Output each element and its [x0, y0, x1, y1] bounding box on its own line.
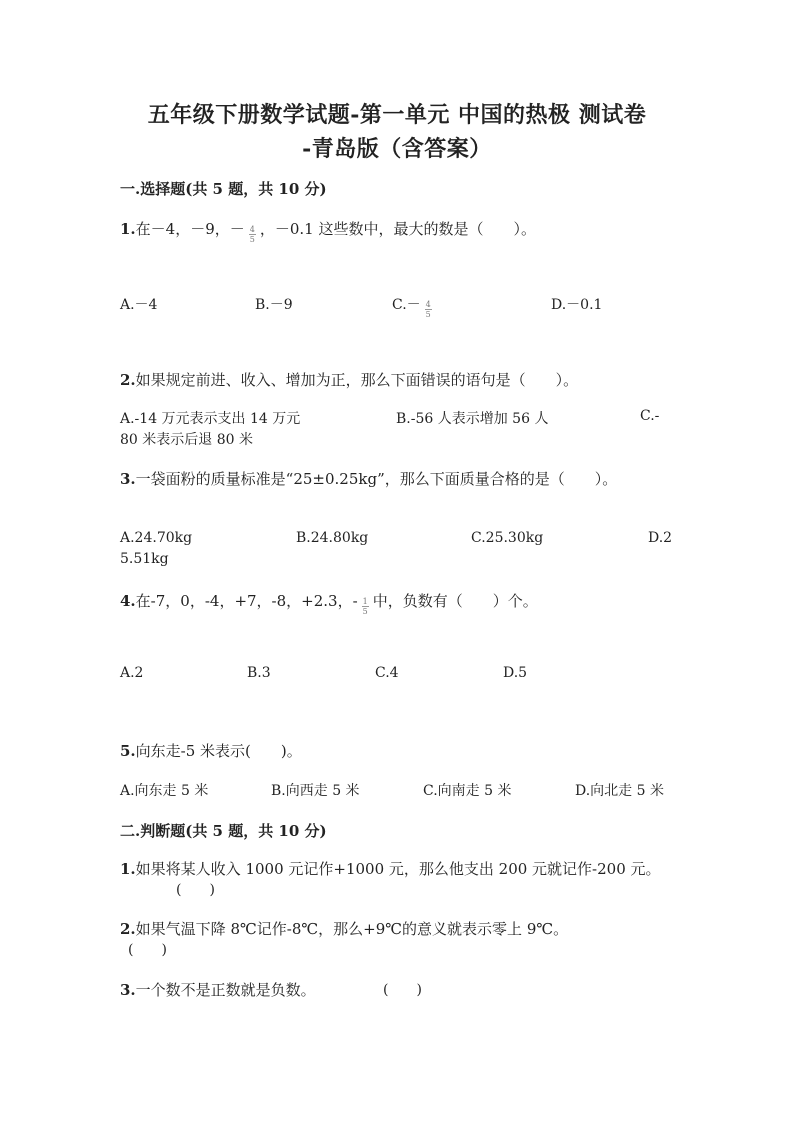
- option-c: C.向南走 5 米: [423, 783, 512, 799]
- option-d: D.－0.1: [551, 297, 603, 313]
- question-5: [120, 740, 302, 761]
- fraction-numerator: 1: [362, 596, 368, 606]
- option-c-label: C.－: [392, 297, 421, 313]
- option-c: C.-: [640, 408, 660, 424]
- option-b: B.24.80kg: [296, 530, 369, 546]
- answer-parentheses: ( ): [176, 882, 215, 898]
- question-number: 5.: [120, 742, 136, 760]
- question-text: ，－0.1 这些数中，最大的数是（ ）。: [259, 220, 536, 238]
- answer-parentheses: ( ): [128, 942, 167, 958]
- question-number: 3.: [120, 470, 136, 488]
- question-text: 在-7，0，-4，+7，-8，+2.3，-: [135, 592, 358, 610]
- question-text: 一个数不是正数就是负数。: [135, 981, 316, 999]
- question-text: 一袋面粉的质量标准是“25±0.25kg”，那么下面质量合格的是（ ）。: [135, 470, 618, 488]
- option-b: B.向西走 5 米: [271, 783, 360, 799]
- option-a: A.-14 万元表示支出 14 万元: [120, 411, 301, 427]
- question-4: [120, 590, 538, 616]
- option-c-continued: 80 米表示后退 80 米: [120, 432, 253, 448]
- fraction-denominator: 5: [362, 606, 368, 616]
- question-number: 3.: [120, 981, 136, 999]
- question-3: [120, 468, 617, 489]
- option-d-continued: 5.51kg: [120, 551, 169, 567]
- fraction: [362, 597, 369, 616]
- fraction-numerator: 4: [249, 224, 255, 234]
- option-b: B.3: [247, 665, 271, 681]
- fraction-denominator: 5: [425, 309, 431, 319]
- option-a: A.向东走 5 米: [120, 783, 209, 799]
- question-number: 2.: [120, 371, 136, 389]
- option-a: A.2: [120, 665, 144, 681]
- fraction-numerator: 4: [425, 299, 431, 309]
- option-b: B.－9: [255, 297, 293, 313]
- question-text: 中，负数有（ ）个。: [372, 592, 538, 610]
- question-2: [120, 369, 578, 390]
- option-d: D.5: [503, 665, 528, 681]
- option-b: B.-56 人表示增加 56 人: [396, 411, 549, 427]
- question-text: 在－4，－9，－: [135, 220, 245, 238]
- option-d: D.2: [648, 530, 673, 546]
- section-heading-choice: 一.选择题(共 5 题，共 10 分): [120, 180, 327, 198]
- judge-question-2: [120, 918, 568, 939]
- answer-parentheses: ( ): [383, 982, 422, 998]
- question-number: 1.: [120, 860, 136, 878]
- judge-question-1: [120, 858, 661, 879]
- option-c: C.4: [375, 665, 399, 681]
- question-text: 如果气温下降 8℃记作-8℃，那么+9℃的意义就表示零上 9℃。: [135, 920, 569, 938]
- fraction-denominator: 5: [249, 234, 255, 244]
- option-d: D.向北走 5 米: [575, 783, 664, 799]
- option-c: [392, 294, 436, 319]
- question-text: 如果将某人收入 1000 元记作+1000 元，那么他支出 200 元就记作-200 元。: [135, 860, 661, 878]
- fraction: [249, 225, 256, 244]
- section-heading-judge: 二.判断题(共 5 题，共 10 分): [120, 822, 327, 840]
- option-a: A.24.70kg: [120, 530, 193, 546]
- option-c: C.25.30kg: [471, 530, 544, 546]
- question-text: 如果规定前进、收入、增加为正，那么下面错误的语句是（ ）。: [135, 371, 579, 389]
- question-number: 4.: [120, 592, 136, 610]
- question-1: [120, 218, 536, 244]
- question-number: 2.: [120, 920, 136, 938]
- judge-question-3: [120, 979, 316, 1000]
- question-text: 向东走-5 米表示( )。: [135, 742, 302, 760]
- fraction: [425, 300, 432, 319]
- option-a: A.－4: [120, 297, 158, 313]
- question-number: 1.: [120, 220, 136, 238]
- page-title-line2: -青岛版（含答案）: [302, 136, 492, 162]
- page-title-line1: 五年级下册数学试题-第一单元 中国的热极 测试卷: [147, 102, 647, 128]
